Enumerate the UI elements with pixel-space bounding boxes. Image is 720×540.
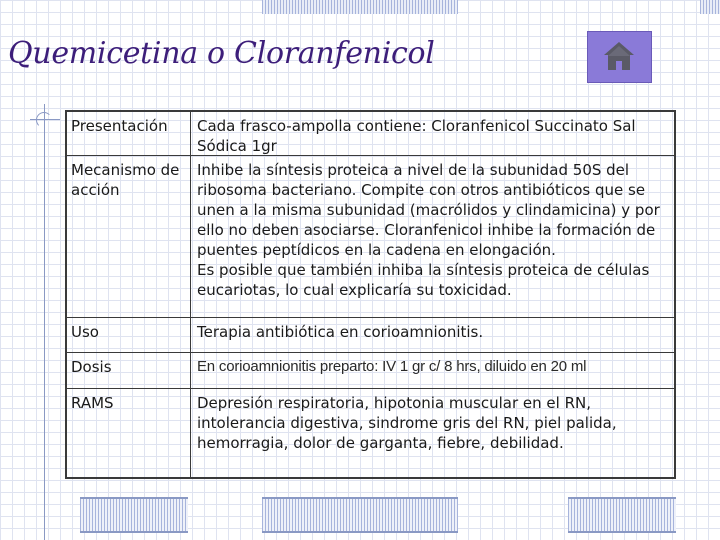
row-label: Uso	[71, 323, 99, 341]
info-table	[65, 110, 676, 479]
table-row	[67, 352, 674, 389]
decorative-hook	[36, 112, 52, 128]
row-content: Terapia antibiótica en corioamnionitis.	[197, 323, 484, 341]
row-label: Mecanismo de acción	[71, 161, 180, 199]
slide-title: Quemicetina o Cloranfenicol	[8, 36, 435, 71]
home-icon	[588, 32, 651, 82]
row-content: Cada frasco-ampolla contiene: Cloranfenicol Succinato Sal Sódica 1gr	[197, 117, 636, 155]
row-content: Depresión respiratoria, hipotonia muscular en el RN, intolerancia digestiva, sindrome gris del RN, piel palida, hemorragia, dolor de garganta, fiebre, debilidad.	[197, 394, 617, 452]
top-decoration	[262, 0, 458, 14]
table-row	[67, 155, 674, 318]
table-row	[67, 388, 674, 478]
home-button[interactable]	[587, 31, 652, 83]
row-label: Dosis	[71, 358, 112, 376]
table-row	[67, 317, 674, 353]
bottom-decoration	[80, 497, 188, 533]
bottom-decoration	[262, 497, 458, 533]
table-row	[67, 112, 674, 155]
top-decoration	[700, 0, 720, 14]
row-content: Inhibe la síntesis proteica a nivel de la subunidad 50S del ribosoma bacteriano. Compite con otros antibióticos que se unen a la misma subunidad (macrólidos y clindamicina) y por ello no deben asociarse. Cloranfenicol inhibe la formación de puentes peptídicos en la cadena en elongación. Es posible que también inhiba la síntesis proteica de células eucariotas, lo cual explicaría su toxicidad.	[197, 161, 660, 299]
row-label: Presentación	[71, 117, 168, 135]
decorative-line	[44, 104, 45, 540]
row-label: RAMS	[71, 394, 114, 412]
row-content: En corioamnionitis preparto: IV 1 gr c/ 8 hrs, diluido en 20 ml	[197, 358, 587, 375]
bottom-decoration	[568, 497, 676, 533]
